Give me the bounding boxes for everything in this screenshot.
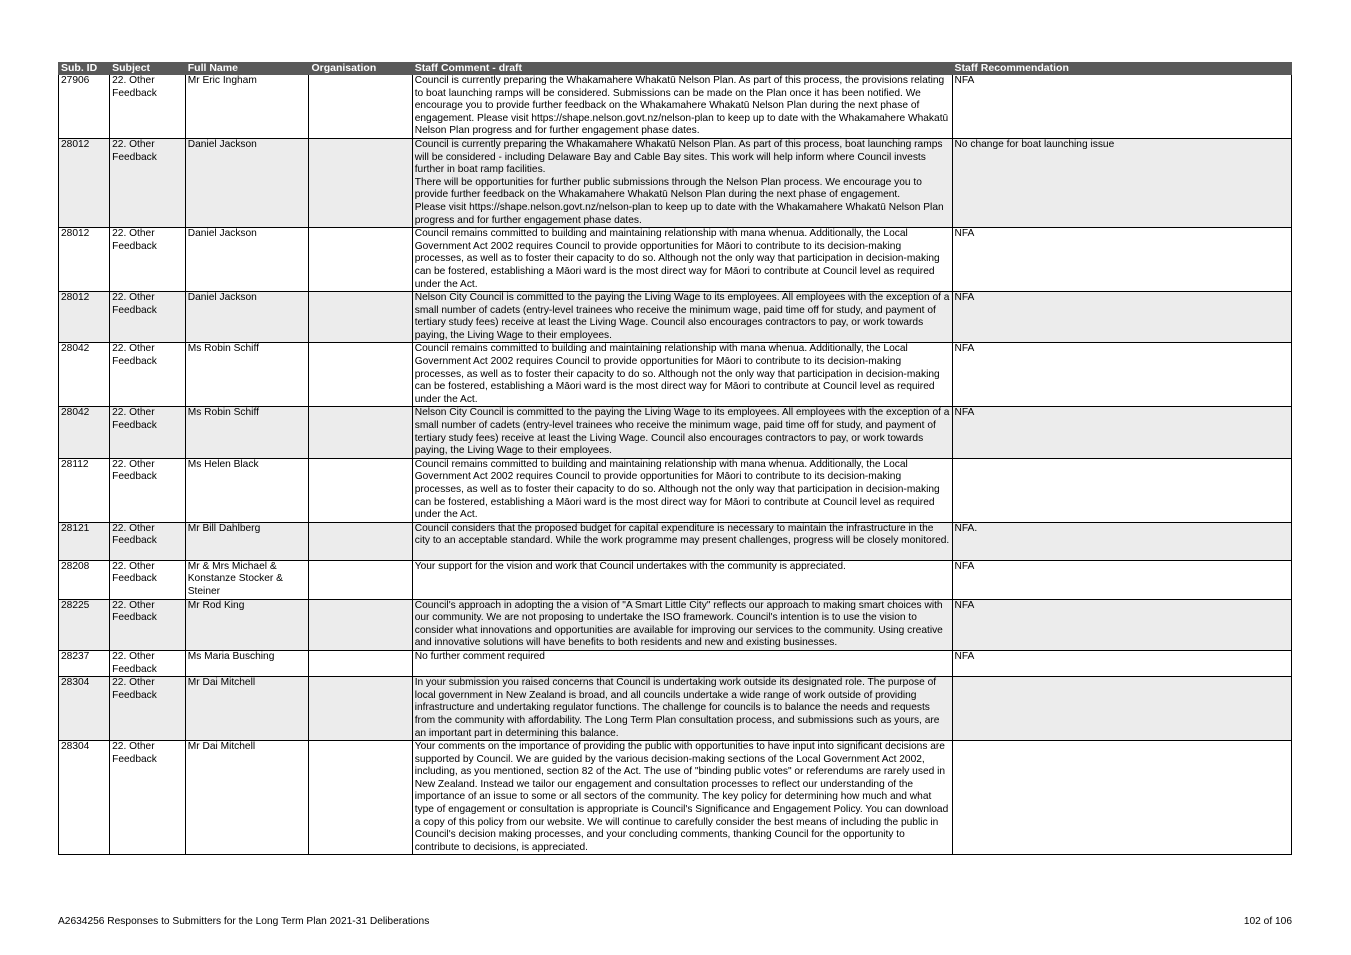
cell-staff-comment: Council remains committed to building and maintaining relationship with mana whenua. Additionally, the Local Government Act 2002 requires Council to provide opportunities for Māori to contribute to its decision-making processes, as well as to foster their capacity to do so. Although not the only way that participation in decision-making can be fostered, establishing a Māori ward is the most direct way for Māori to contribute at Council level as required under the Act. <box>412 228 952 292</box>
table-header-row <box>59 63 1292 75</box>
cell-organisation <box>309 650 412 676</box>
cell-subject: 22. Other Feedback <box>110 522 186 560</box>
cell-staff-comment: Your comments on the importance of providing the public with opportunities to have input into significant decisions are supported by Council. We are guided by the various decision-making sections of the Local Government Act 2002, including, as you mentioned, section 82 of the Act. The use of "binding public votes" or referendums are rarely used in New Zealand. Instead we tailor our engagement and consultation processes to reflect our understanding of the importance of an issue to some or all sectors of the community. The key policy for determining how much and what type of engagement or consultation is appropriate is Council's Significance and Engagement Policy. You can download a copy of this policy from our website. We will continue to carefully consider the best means of including the public in Council's decision making processes, and your concluding comments, thanking Council for the opportunity to contribute to decisions, is appreciated. <box>412 741 952 855</box>
cell-subject: 22. Other Feedback <box>110 228 186 292</box>
cell-staff-recommendation <box>952 458 1291 522</box>
cell-subject: 22. Other Feedback <box>110 343 186 407</box>
cell-subject: 22. Other Feedback <box>110 741 186 855</box>
cell-organisation <box>309 599 412 650</box>
cell-subject: 22. Other Feedback <box>110 138 186 227</box>
table-row <box>59 138 1292 227</box>
cell-staff-recommendation <box>952 741 1291 855</box>
cell-staff-comment: In your submission you raised concerns that Council is undertaking work outside its designated role. The purpose of local government in New Zealand is broad, and all councils undertake a wide range of work outside of providing infrastructure and undertaking regulator functions. The challenge for councils is to balance the needs and requests from the community with affordability. The Long Term Plan consultation process, and submissions such as yours, are an important part in determining this balance. <box>412 677 952 741</box>
footer-page-number: 102 of 106 <box>1243 916 1292 927</box>
cell-full-name: Mr Rod King <box>185 599 309 650</box>
cell-staff-recommendation <box>952 677 1291 741</box>
cell-staff-recommendation: NFA <box>952 343 1291 407</box>
header-sub-id: Sub. ID <box>59 63 110 75</box>
cell-sub-id: 28121 <box>59 522 110 560</box>
cell-organisation <box>309 343 412 407</box>
cell-staff-comment: Nelson City Council is committed to the paying the Living Wage to its employees. All employees with the exception of a small number of cadets (entry-level trainees who receive the minimum wage, paid time off for study, and payment of tertiary study fees) receive at least the Living Wage. Council also encourages contractors to pay, or work towards paying, the Living Wage to their employees. <box>412 292 952 343</box>
cell-staff-recommendation: No change for boat launching issue <box>952 138 1291 227</box>
table-row <box>59 522 1292 560</box>
cell-full-name: Ms Robin Schiff <box>185 407 309 458</box>
cell-staff-comment: No further comment required <box>412 650 952 676</box>
cell-organisation <box>309 741 412 855</box>
cell-full-name: Daniel Jackson <box>185 138 309 227</box>
header-organisation: Organisation <box>309 63 412 75</box>
cell-sub-id: 28304 <box>59 741 110 855</box>
cell-staff-comment: Nelson City Council is committed to the paying the Living Wage to its employees. All employees with the exception of a small number of cadets (entry-level trainees who receive the minimum wage, paid time off for study, and payment of tertiary study fees) receive at least the Living Wage. Council also encourages contractors to pay, or work towards paying, the Living Wage to their employees. <box>412 407 952 458</box>
header-staff-comment: Staff Comment - draft <box>412 63 952 75</box>
cell-staff-recommendation: NFA <box>952 292 1291 343</box>
cell-staff-recommendation: NFA <box>952 75 1291 139</box>
table-row <box>59 458 1292 522</box>
submissions-table <box>58 62 1292 855</box>
cell-organisation <box>309 75 412 139</box>
cell-full-name: Daniel Jackson <box>185 228 309 292</box>
cell-subject: 22. Other Feedback <box>110 677 186 741</box>
cell-staff-comment: Your support for the vision and work that Council undertakes with the community is appreciated. <box>412 560 952 599</box>
table-row <box>59 75 1292 139</box>
cell-organisation <box>309 458 412 522</box>
cell-sub-id: 28304 <box>59 677 110 741</box>
cell-staff-comment: Council's approach in adopting the a vision of "A Smart Little City" reflects our approach to making smart choices with our community. We are not proposing to undertake the ISO framework. Council's intention is to use the vision to consider what innovations and opportunities are available for improving our services to the community. Using creative and innovative solutions will have benefits to both residents and new and existing businesses. <box>412 599 952 650</box>
cell-staff-comment: Council is currently preparing the Whakamahere Whakatū Nelson Plan. As part of this process, boat launching ramps will be considered - including Delaware Bay and Cable Bay sites. This work will help inform where Council invests further in boat ramp facilities. There will be opportunities for further public submissions through the Nelson Plan process. We encourage you to provide further feedback on the Whakamahere Whakatū Nelson Plan during the next phase of engagement. Please visit https://shape.nelson.govt.nz/nelson-plan to keep up to date with the Whakamahere Whakatū Nelson Plan progress and for further engagement phase dates. <box>412 138 952 227</box>
cell-sub-id: 28012 <box>59 138 110 227</box>
header-subject: Subject <box>110 63 186 75</box>
cell-subject: 22. Other Feedback <box>110 599 186 650</box>
cell-sub-id: 28237 <box>59 650 110 676</box>
cell-full-name: Ms Robin Schiff <box>185 343 309 407</box>
cell-organisation <box>309 138 412 227</box>
cell-sub-id: 28225 <box>59 599 110 650</box>
cell-staff-comment: Council considers that the proposed budget for capital expenditure is necessary to maintain the infrastructure in the city to an acceptable standard. While the work programme may present challenges, progress will be closely monitored. <box>412 522 952 560</box>
cell-subject: 22. Other Feedback <box>110 292 186 343</box>
cell-staff-recommendation: NFA <box>952 407 1291 458</box>
cell-staff-comment: Council remains committed to building and maintaining relationship with mana whenua. Additionally, the Local Government Act 2002 requires Council to provide opportunities for Māori to contribute to its decision-making processes, as well as to foster their capacity to do so. Although not the only way that participation in decision-making can be fostered, establishing a Māori ward is the most direct way for Māori to contribute at Council level as required under the Act. <box>412 343 952 407</box>
table-row <box>59 407 1292 458</box>
cell-sub-id: 28012 <box>59 228 110 292</box>
cell-full-name: Mr Bill Dahlberg <box>185 522 309 560</box>
cell-full-name: Mr Dai Mitchell <box>185 741 309 855</box>
cell-full-name: Ms Maria Busching <box>185 650 309 676</box>
cell-organisation <box>309 677 412 741</box>
cell-full-name: Mr Dai Mitchell <box>185 677 309 741</box>
cell-staff-recommendation: NFA. <box>952 522 1291 560</box>
table-row <box>59 650 1292 676</box>
cell-organisation <box>309 522 412 560</box>
cell-organisation <box>309 560 412 599</box>
cell-full-name: Ms Helen Black <box>185 458 309 522</box>
cell-staff-comment: Council remains committed to building and maintaining relationship with mana whenua. Additionally, the Local Government Act 2002 requires Council to provide opportunities for Māori to contribute to its decision-making processes, as well as to foster their capacity to do so. Although not the only way that participation in decision-making can be fostered, establishing a Māori ward is the most direct way for Māori to contribute at Council level as required under the Act. <box>412 458 952 522</box>
cell-full-name: Daniel Jackson <box>185 292 309 343</box>
table-row <box>59 292 1292 343</box>
cell-sub-id: 28208 <box>59 560 110 599</box>
cell-sub-id: 28112 <box>59 458 110 522</box>
footer-document-title: A2634256 Responses to Submitters for the Long Term Plan 2021-31 Deliberations <box>58 916 430 927</box>
table-row <box>59 599 1292 650</box>
cell-sub-id: 28042 <box>59 407 110 458</box>
cell-staff-comment: Council is currently preparing the Whakamahere Whakatū Nelson Plan. As part of this process, the provisions relating to boat launching ramps will be considered. Submissions can be made on the Plan once it has been notified. We encourage you to provide further feedback on the Whakamahere Whakatū Nelson Plan during the next phase of engagement. Please visit https://shape.nelson.govt.nz/nelson-plan to keep up to date with the Whakamahere Whakatū Nelson Plan progress and for further engagement phase dates. <box>412 75 952 139</box>
cell-subject: 22. Other Feedback <box>110 75 186 139</box>
header-full-name: Full Name <box>185 63 309 75</box>
cell-full-name: Mr & Mrs Michael & Konstanze Stocker & Steiner <box>185 560 309 599</box>
table-row <box>59 228 1292 292</box>
table-row <box>59 741 1292 855</box>
cell-staff-recommendation: NFA <box>952 650 1291 676</box>
header-staff-recommendation: Staff Recommendation <box>952 63 1291 75</box>
cell-staff-recommendation: NFA <box>952 560 1291 599</box>
cell-sub-id: 27906 <box>59 75 110 139</box>
cell-subject: 22. Other Feedback <box>110 560 186 599</box>
cell-subject: 22. Other Feedback <box>110 650 186 676</box>
cell-sub-id: 28042 <box>59 343 110 407</box>
table-row <box>59 677 1292 741</box>
cell-organisation <box>309 292 412 343</box>
table-row <box>59 560 1292 599</box>
cell-organisation <box>309 228 412 292</box>
cell-full-name: Mr Eric Ingham <box>185 75 309 139</box>
table-row <box>59 343 1292 407</box>
cell-subject: 22. Other Feedback <box>110 458 186 522</box>
cell-staff-recommendation: NFA <box>952 228 1291 292</box>
cell-organisation <box>309 407 412 458</box>
cell-subject: 22. Other Feedback <box>110 407 186 458</box>
cell-staff-recommendation: NFA <box>952 599 1291 650</box>
cell-sub-id: 28012 <box>59 292 110 343</box>
